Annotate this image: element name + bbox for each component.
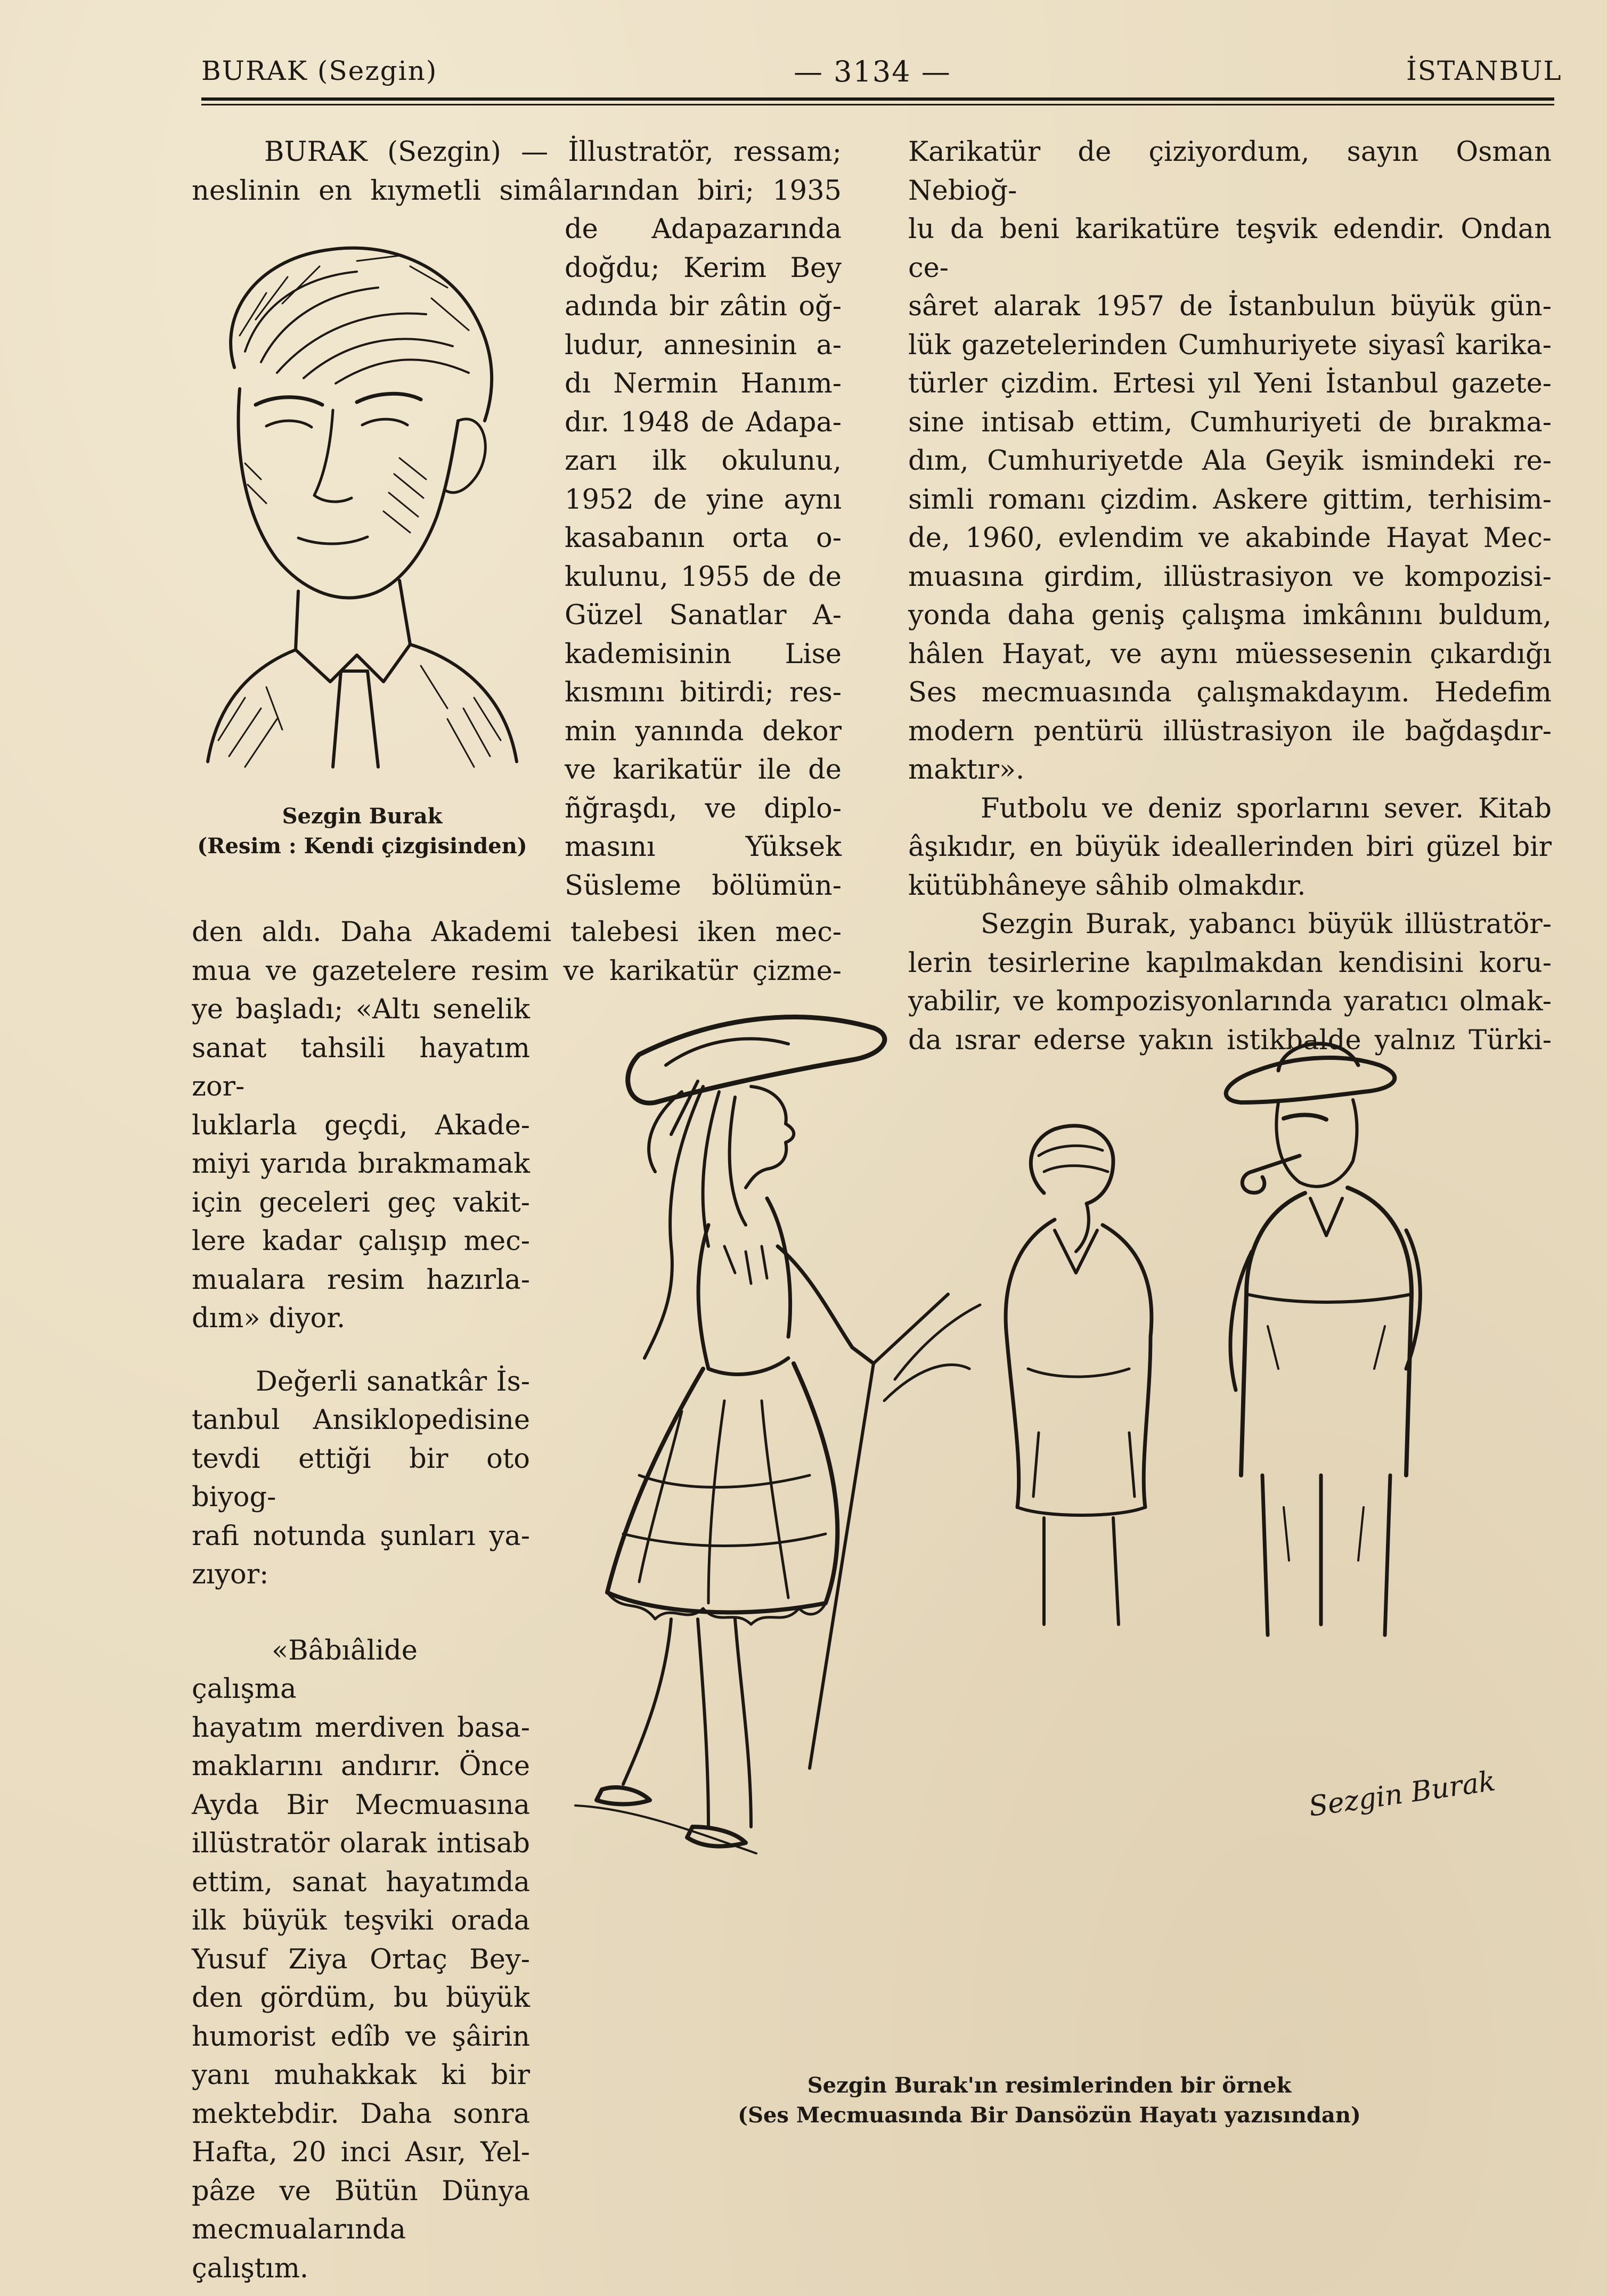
text-line: «Bâbıâlide çalışma — [192, 1635, 418, 1705]
text-line: maktır». — [908, 754, 1025, 786]
text-line: pâze ve Bütün Dünya — [192, 2175, 530, 2207]
text-line: ludur, annesinin a- — [565, 329, 842, 361]
text-line: Yusuf Ziya Ortaç Bey- — [192, 1943, 530, 1975]
portrait-caption-name: Sezgin Burak — [282, 804, 443, 829]
text-line: den aldı. Daha Akademi talebesi iken mec- — [192, 917, 842, 948]
portrait-caption — [176, 802, 549, 861]
text-line: için geceleri geç vakit- — [192, 1187, 530, 1219]
text-line: lere kadar çalışıp mec- — [192, 1225, 530, 1257]
hair-outline — [231, 248, 492, 421]
article-wide-lines — [192, 913, 842, 991]
text-line: sine intisab ettim, Cumhuriyeti de bırakma- — [908, 406, 1552, 438]
illustration-drawing — [575, 996, 1498, 2056]
text-line: luklarla geçdi, Akade- — [192, 1109, 530, 1141]
text-line: hayatım merdiven basa- — [192, 1712, 530, 1744]
text-line: illüstratör olarak intisab — [192, 1828, 530, 1859]
portrait-caption-note: (Resim : Kendi çizgisinden) — [197, 834, 527, 859]
text-line: yabilir, ve kompozisyonlarında yaratıcı olmak- — [908, 986, 1552, 1017]
necktie — [333, 671, 378, 767]
text-line: yonda daha geniş çalışma imkânını buldum, — [908, 600, 1552, 631]
running-header-volume: İSTANBUL — [1406, 55, 1562, 86]
mouth — [298, 537, 368, 544]
article-narrow-column — [192, 991, 530, 2288]
text-line: Ayda Bir Mecmuasına — [192, 1789, 530, 1821]
text-line: simli romanı çizdim. Askere gittim, terhisim- — [908, 484, 1552, 516]
header-rule — [201, 97, 1554, 101]
article-intro — [192, 133, 842, 210]
boy-figure — [1006, 1126, 1152, 1624]
text-line: Ses mecmuasında çalışmakdayım. Hedefim — [908, 677, 1552, 708]
text-line: doğdu; Kerim Bey — [565, 252, 842, 284]
text-line: kütübhâneye sâhib olmakdır. — [908, 870, 1306, 902]
article-right-column — [908, 133, 1552, 1060]
text-line: BURAK (Sezgin) — İllustratör, ressam; — [264, 136, 842, 168]
text-line: humorist edîb ve şâirin — [192, 2021, 530, 2053]
text-line: mualara resim hazırla- — [192, 1264, 530, 1296]
text-line: den gördüm, bu büyük — [192, 1982, 530, 2014]
face-shading — [245, 458, 426, 533]
text-line: de, 1960, evlendim ve akabinde Hayat Mec- — [908, 522, 1552, 554]
text-line: âşıkıdır, en büyük ideallerinden biri güzel bir — [908, 831, 1552, 863]
text-line: lu da beni karikatüre teşvik edendir. Ondan ce- — [908, 214, 1552, 284]
text-line: 1952 de yine aynı — [565, 484, 842, 516]
text-line: kasabanın orta o- — [565, 522, 842, 554]
article-float-column — [565, 210, 842, 905]
portrait-drawing — [197, 229, 527, 783]
text-line: mektebdir. Daha sonra — [192, 2098, 530, 2130]
text-line: mecmualarında çalıştım. — [192, 2214, 406, 2284]
text-line: dır. 1948 de Adapa- — [565, 406, 842, 438]
text-line: da ısrar ederse yakın istikbalde yalnız Türki- — [908, 1024, 1552, 1056]
header-rule-thin — [201, 104, 1554, 105]
text-line: zarı ilk okulunu, — [565, 445, 842, 477]
text-line: tevdi ettiği bir oto biyog- — [192, 1443, 530, 1513]
text-line: miyi yarıda bırakmamak — [192, 1148, 530, 1180]
text-line: lük gazetelerinden Cumhuriyete siyasî karika- — [908, 329, 1552, 361]
nose — [314, 410, 352, 502]
text-line: hâlen Hayat, ve aynı müessesenin çıkardığı — [908, 638, 1552, 670]
text-line: rafi notunda şunları ya- — [192, 1520, 530, 1552]
text-line: Hafta, 20 inci Asır, Yel- — [192, 2137, 530, 2168]
face-outline — [239, 389, 458, 598]
text-line: min yanında dekor — [565, 715, 842, 747]
text-line: masını Yüksek — [565, 831, 842, 863]
running-header-entry: BURAK (Sezgin) — [201, 55, 438, 86]
text-line: kulunu, 1955 de de — [565, 561, 842, 593]
eyes — [266, 419, 407, 427]
signature — [1307, 1765, 1497, 1823]
text-line: ve karikatür ile de — [565, 754, 842, 786]
text-line: lerin tesirlerine kapılmakdan kendisini koru- — [908, 947, 1552, 979]
text-line: Değerli sanatkâr İs- — [256, 1366, 530, 1398]
text-line: türler çizdim. Ertesi yıl Yeni İstanbul gazete- — [908, 368, 1552, 399]
man-with-pipe-figure — [1226, 1044, 1421, 1635]
text-line: modern pentürü illüstrasiyon ile bağdaşdır- — [908, 715, 1552, 747]
text-line: de Adapazarında — [565, 214, 842, 245]
text-line: yanı muhakkak ki bir — [192, 2060, 530, 2091]
neck — [296, 581, 410, 650]
text-line: ye başladı; «Altı senelik — [192, 994, 530, 1025]
illustration-caption-source: (Ses Mecmuasında Bir Dansözün Hayatı yazısından) — [738, 2103, 1361, 2128]
text-line: Futbolu ve deniz sporlarını sever. Kitab — [981, 792, 1552, 824]
text-line: ilk büyük teşviki orada — [192, 1905, 530, 1937]
text-line: zıyor: — [192, 1559, 269, 1590]
text-line: Güzel Sanatlar A- — [565, 600, 842, 631]
girl-with-hat-figure — [575, 1017, 980, 1853]
text-line: Karikatür de çiziyordum, sayın Osman Nebioğ- — [908, 136, 1552, 207]
text-line: dım, Cumhuriyetde Ala Geyik ismindeki re- — [908, 445, 1552, 477]
text-line: tanbul Ansiklopedisine — [192, 1404, 530, 1436]
text-line: ñğraşdı, ve diplo- — [565, 792, 842, 824]
text-line: Sezgin Burak, yabancı büyük illüstratör- — [981, 909, 1552, 940]
text-line: kısmını bitirdi; res- — [565, 677, 842, 708]
svg-text:Sezgin Burak: Sezgin Burak — [1307, 1765, 1498, 1823]
text-line: adında bir zâtin oğ- — [565, 291, 842, 322]
illustration-caption — [730, 2071, 1369, 2130]
text-line: sanat tahsili hayatım zor- — [192, 1032, 530, 1102]
text-line: sâret alarak 1957 de İstanbulun büyük gün- — [908, 291, 1552, 322]
text-line: mua ve gazetelere resim ve karikatür çizme- — [192, 955, 842, 987]
collar — [296, 644, 410, 682]
text-line: dım» diyor. — [192, 1303, 346, 1334]
eyebrows — [256, 394, 421, 405]
text-line: muasına girdim, illüstrasiyon ve kompozisi- — [908, 561, 1552, 593]
text-line: maklarını andırır. Önce — [192, 1751, 530, 1782]
text-line: kademisinin Lise — [565, 638, 842, 670]
jacket-hatching — [218, 666, 501, 767]
page-number: — 3134 — — [794, 55, 951, 88]
text-line: dı Nermin Hanım- — [565, 368, 842, 399]
text-line: neslinin en kıymetli simâlarından biri; 1935 — [192, 175, 842, 207]
illustration-caption-title: Sezgin Burak'ın resimlerinden bir örnek — [807, 2073, 1292, 2098]
text-line: Süsleme bölümün- — [565, 870, 842, 902]
text-line: ettim, sanat hayatımda — [192, 1866, 530, 1898]
